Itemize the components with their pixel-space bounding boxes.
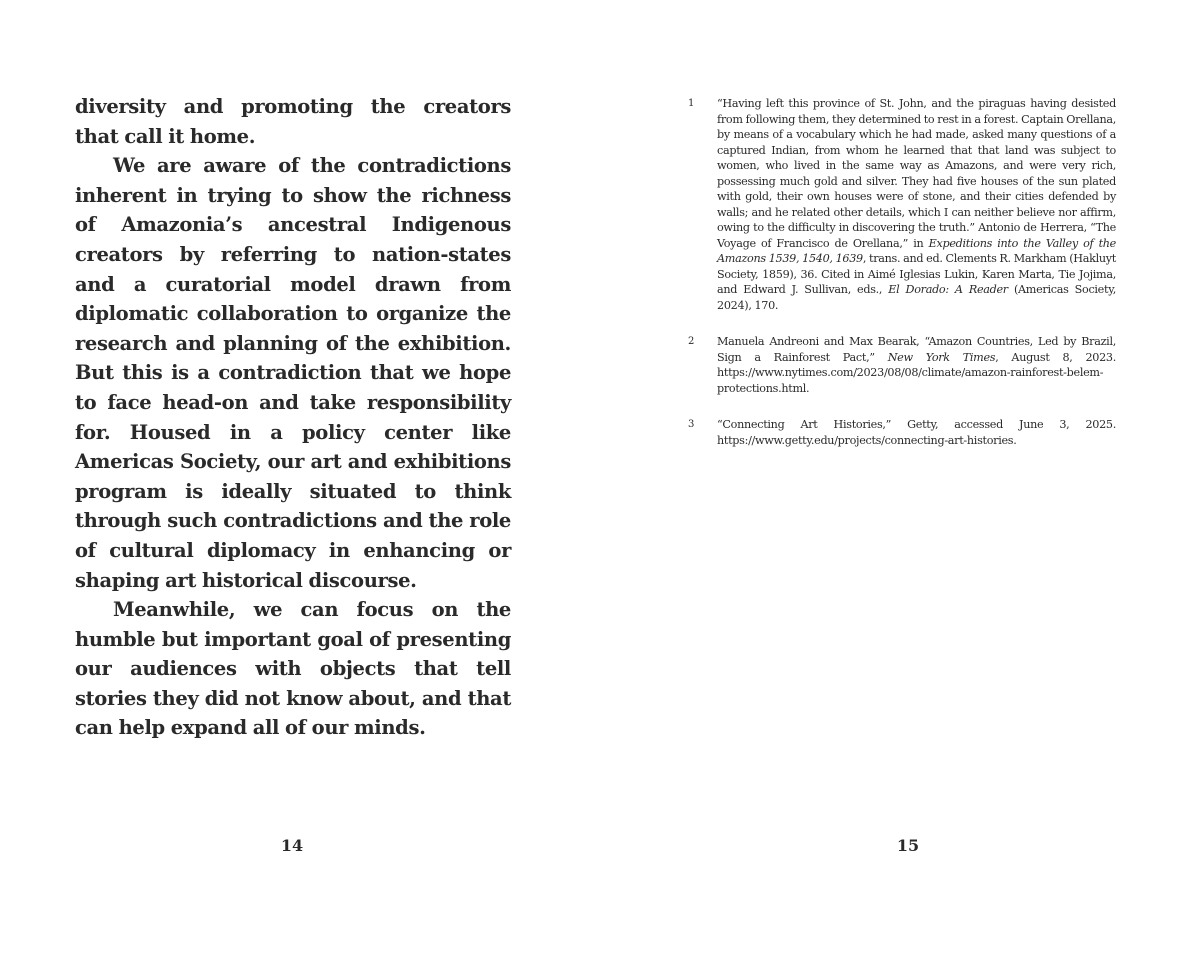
body-text: [75, 92, 511, 743]
footnotes: [688, 96, 1116, 469]
footnote-text-segment: “Connecting Art Histories,” Getty, accessed June 3, 2025. https://www.getty.edu/projects/connecting-art-histories.: [717, 418, 1116, 447]
footnote-number: 1: [688, 98, 695, 109]
footnote-text-segment: , August 8, 2023. https://www.nytimes.com/2023/08/08/climate/amazon-rainforest-belem-protections.html.: [717, 350, 1116, 395]
footnote-text: [717, 96, 1116, 313]
footnote-text-segment: , trans. and ed. Clements R. Markham (Hakluyt Society, 1859), 36. Cited in Aimé Iglesias Lukin, Karen Marta, Tie Jojima, and Edward J. Sullivan, eds.,: [717, 252, 1116, 296]
page-number-right: 15: [896, 836, 920, 855]
footnote-text-segment: (Americas Society, 2024), 170.: [717, 283, 1116, 312]
footnote-text-segment: Manuela Andreoni and Max Bearak, “Amazon Countries, Led by Brazil, Sign a Rainforest Pact,”: [717, 335, 1116, 364]
footnote-number: 2: [688, 336, 695, 347]
paragraph-continuation: diversity and promoting the creators that call it home.: [75, 95, 511, 148]
footnote-italic-title: El Dorado: A Reader: [888, 283, 1008, 296]
footnote-text-segment: “Having left this province of St. John, and the piraguas having desisted from following them, they determined to rest in a forest. Captain Orellana, by means of a vocabulary which he had made, asked many questions of a captured Indian, from whom he learned that that land was subject to women, who lived in the same way as Amazons, and were very rich, possessing much gold and silver. They had five houses of the sun plated with gold, their own houses were of stone, and their cities defended by walls; and he related other details, which I can neither believe nor affirm, owing to the difficulty in discovering the truth.” Antonio de Herrera, “The Voyage of Francisco de Orellana,” in: [717, 97, 1116, 250]
footnote-italic-title: New York Times: [887, 350, 996, 364]
paragraph-contradictions: We are aware of the contradictions inherent in trying to show the richness of Amazonia’s ancestral Indigenous creators by referring to nation-states and a curatorial model drawn from diplomatic collaboration to organize the research and planning of the exhibition. But this is a contradiction that we hope to face head-on and take responsibility for. Housed in a policy center like Americas Society, our art and exhibitions program is ideally situated to think through such contradictions and the role of cultural diplomacy in enhancing or shaping art historical discourse.: [75, 154, 511, 592]
footnote-3: [688, 417, 1116, 448]
paragraph-meanwhile: Meanwhile, we can focus on the humble but important goal of presenting our audiences with objects that tell stories they did not know about, and that can help expand all of our minds.: [75, 598, 511, 740]
footnote-2: [688, 334, 1116, 396]
page-number-left: 14: [280, 836, 304, 855]
footnote-1: [688, 96, 1116, 313]
footnote-text: [717, 417, 1116, 448]
footnote-italic-title: Expeditions into the Valley of the Amazons 1539, 1540, 1639: [717, 236, 1116, 265]
footnote-number: 3: [688, 419, 695, 430]
right-page: [600, 0, 1200, 966]
footnote-text: [717, 334, 1116, 396]
